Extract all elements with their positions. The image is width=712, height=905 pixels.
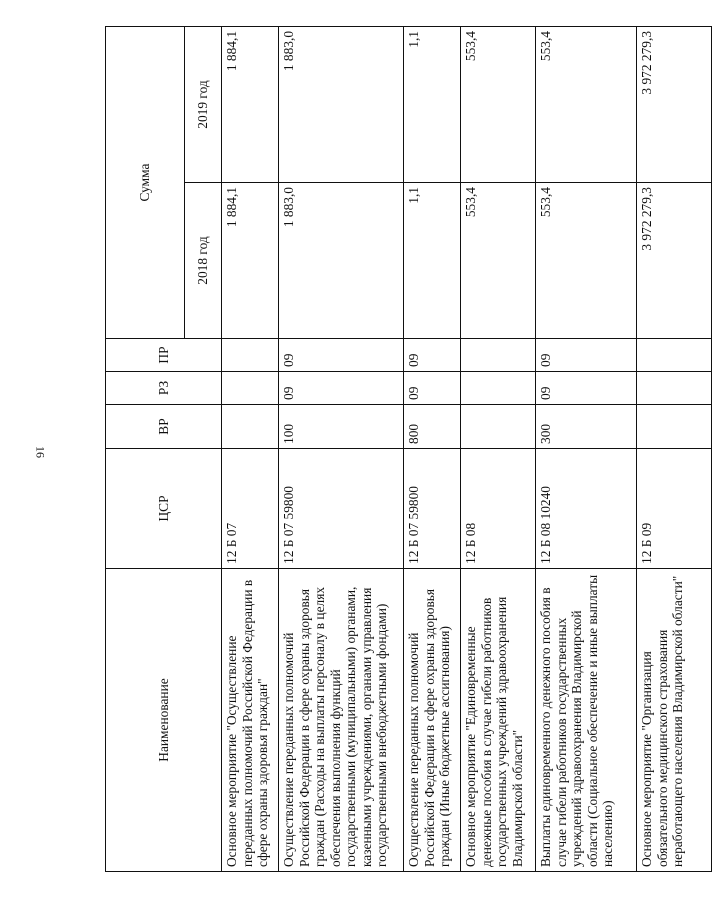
header-name: Наименование [106, 569, 222, 872]
table-row [404, 26, 461, 871]
row-csr: 12 Б 09 [637, 449, 712, 569]
row-2019: 1 884,1 [222, 26, 279, 182]
header-rz: РЗ [106, 372, 222, 405]
row-vr: 800 [404, 405, 461, 449]
row-2018: 553,4 [461, 183, 536, 339]
page-number: 16 [33, 446, 48, 458]
row-2019: 553,4 [461, 26, 536, 182]
row-rz: 09 [404, 372, 461, 405]
header-pr: ПР [106, 339, 222, 372]
row-vr: 300 [536, 405, 637, 449]
row-vr [222, 405, 279, 449]
row-2019: 3 972 279,3 [637, 26, 712, 182]
table-row [279, 26, 404, 871]
row-vr [637, 405, 712, 449]
header-2018: 2018 год [185, 183, 222, 339]
row-csr: 12 Б 08 [461, 449, 536, 569]
row-rz [461, 372, 536, 405]
table-row [461, 26, 536, 871]
rotated-page [105, 27, 686, 872]
row-name: Осуществление переданных полномочий Российской Федерации в сфере охраны здоровья граждан (Иные бюджетные ассигнования) [404, 569, 461, 872]
header-vr: ВР [106, 405, 222, 449]
row-name: Основное мероприятие "Организация обязательного медицинского страхования неработающего населения Владимирской области" [637, 569, 712, 872]
row-name: Основное мероприятие "Единовременные денежные пособия в случае гибели работников государственных учреждений здравоохранения Владимирской области" [461, 569, 536, 872]
table-row [222, 26, 279, 871]
row-vr [461, 405, 536, 449]
row-csr: 12 Б 07 59800 [404, 449, 461, 569]
row-pr: 09 [404, 339, 461, 372]
header-row [106, 26, 185, 871]
row-2019: 553,4 [536, 26, 637, 182]
row-2018: 1,1 [404, 183, 461, 339]
header-2019: 2019 год [185, 26, 222, 182]
row-2018: 1 883,0 [279, 183, 404, 339]
row-pr [222, 339, 279, 372]
row-rz [637, 372, 712, 405]
row-2018: 553,4 [536, 183, 637, 339]
header-csr: ЦСР [106, 449, 222, 569]
row-pr: 09 [279, 339, 404, 372]
table-row [637, 26, 712, 871]
row-pr: 09 [536, 339, 637, 372]
row-name: Основное мероприятие "Осуществление переданных полномочий Российской Федерации в сфере охраны здоровья граждан" [222, 569, 279, 872]
row-2019: 1,1 [404, 26, 461, 182]
row-csr: 12 Б 08 10240 [536, 449, 637, 569]
row-rz: 09 [536, 372, 637, 405]
budget-table [105, 26, 712, 872]
row-2018: 3 972 279,3 [637, 183, 712, 339]
row-csr: 12 Б 07 [222, 449, 279, 569]
row-csr: 12 Б 07 59800 [279, 449, 404, 569]
table-row [536, 26, 637, 871]
row-rz: 09 [279, 372, 404, 405]
row-rz [222, 372, 279, 405]
header-sum: Сумма [106, 26, 185, 338]
row-2018: 1 884,1 [222, 183, 279, 339]
row-2019: 1 883,0 [279, 26, 404, 182]
row-vr: 100 [279, 405, 404, 449]
row-pr [461, 339, 536, 372]
row-pr [637, 339, 712, 372]
row-name: Выплаты единовременного денежного пособия в случае гибели работников государственных учреждений здравоохранения Владимирской области (Социальное обеспечение и иные выплаты населению) [536, 569, 637, 872]
row-name: Осуществление переданных полномочий Российской Федерации в сфере охраны здоровья граждан (Расходы на выплаты персоналу в целях обеспечения выполнения функций государственными (муниципальными) органами, казенными учреждениями, органами управления государственными внебюджетными фондами) [279, 569, 404, 872]
